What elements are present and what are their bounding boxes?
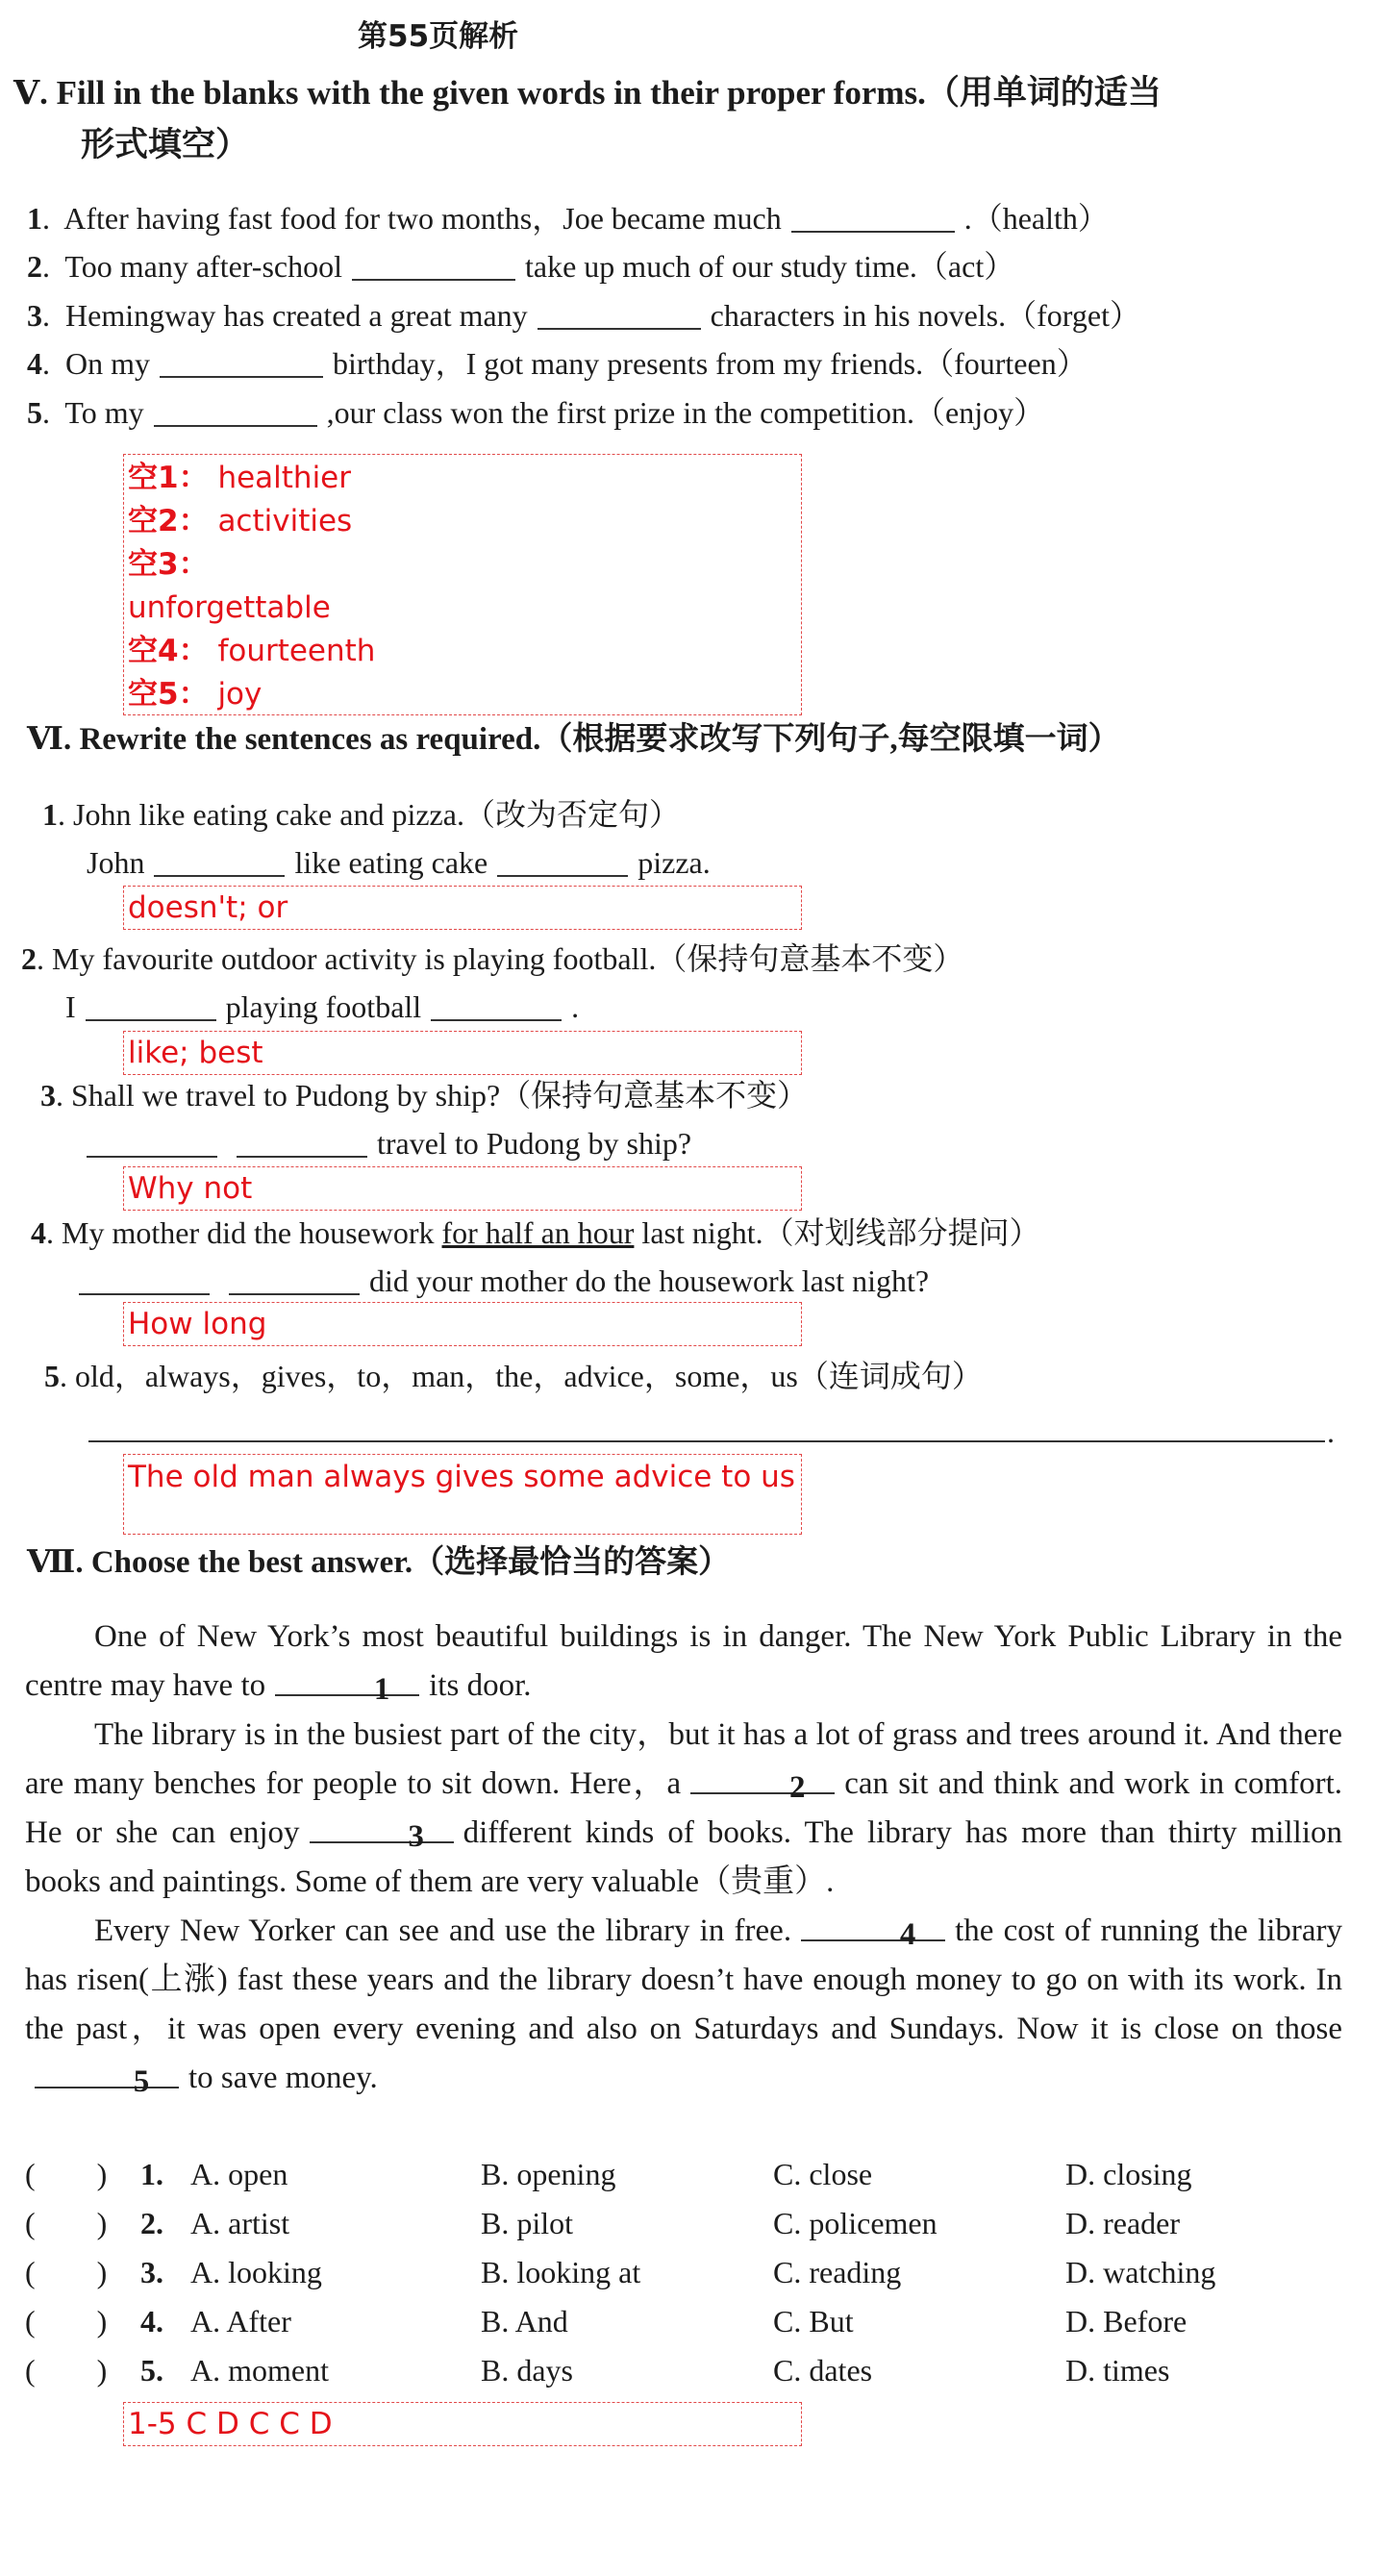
answer-paren[interactable]: ( )	[25, 2353, 108, 2388]
answer-blank[interactable]	[229, 1264, 360, 1295]
section6-answer-5: The old man always gives some advice to us	[123, 1454, 802, 1535]
section6-question-2: 2. My favourite outdoor activity is playing football.（保持句意基本不变）	[21, 941, 964, 976]
section6-answer-4: How long	[123, 1302, 802, 1346]
answer-blank[interactable]	[79, 1264, 210, 1295]
section7-heading: Ⅶ. Choose the best answer.（选择最恰当的答案）	[27, 1545, 731, 1580]
answer-blank[interactable]	[352, 250, 515, 281]
answer-blank[interactable]	[538, 299, 701, 330]
option-c[interactable]: C. But	[773, 2304, 854, 2338]
option-d[interactable]: D. closing	[1065, 2157, 1192, 2191]
answer-blank[interactable]	[86, 990, 216, 1021]
option-b[interactable]: B. days	[481, 2353, 573, 2388]
option-a[interactable]: A. artist	[190, 2206, 290, 2240]
section5-heading	[13, 67, 1162, 172]
cloze-blank[interactable]: 4	[801, 1911, 945, 1941]
option-row: ( ) 2. A. artist B. pilot C. policemen D. reader	[25, 2199, 1352, 2248]
answer-paren[interactable]: ( )	[25, 2157, 108, 2191]
passage-paragraph-3: Every New Yorker can see and use the library in free. 4 the cost of running the library has risen(上涨) fast these years and the library doesn’t have enough money to go on with its work. In the past，it was open every evening and also on Saturdays and Sundays. Now it is close on those5 to save money.	[25, 1907, 1342, 2103]
page-title: 第55页解析	[358, 19, 519, 54]
cloze-blank[interactable]: 5	[35, 2058, 179, 2088]
answer-blank[interactable]	[497, 846, 628, 877]
option-a[interactable]: A. open	[190, 2157, 288, 2191]
option-b[interactable]: B. And	[481, 2304, 568, 2338]
option-d[interactable]: D. Before	[1065, 2304, 1188, 2338]
option-a[interactable]: A. looking	[190, 2255, 322, 2289]
section6-question-2-line2: I playing football .	[65, 989, 580, 1024]
section6-answer-2: like; best	[123, 1031, 802, 1075]
option-d[interactable]: D. watching	[1065, 2255, 1216, 2289]
option-c[interactable]: C. close	[773, 2157, 873, 2191]
option-a[interactable]: A. After	[190, 2304, 291, 2338]
answer-line-period: .	[1327, 1414, 1335, 1449]
section5-heading-line2: 形式填空）	[81, 126, 250, 164]
section5-item: 5. To my ,our class won the first prize in the competition.（enjoy）	[27, 395, 1045, 430]
answer-blank[interactable]	[237, 1127, 367, 1158]
option-a[interactable]: A. moment	[190, 2353, 329, 2388]
section5-heading-line1: Ⅴ. Fill in the blanks with the given words in their proper forms.（用单词的适当	[13, 74, 1162, 112]
section6-question-5: 5. old，always，gives，to，man，the，advice，some，us（连词成句）	[44, 1359, 983, 1393]
option-b[interactable]: B. pilot	[481, 2206, 574, 2240]
option-c[interactable]: C. dates	[773, 2353, 873, 2388]
answer-paren[interactable]: ( )	[25, 2206, 108, 2240]
section6-question-1-line2: John like eating cake pizza.	[87, 845, 711, 880]
answer-blank[interactable]	[431, 990, 562, 1021]
section5-item: 1. After having fast food for two months，Joe became much .（health）	[27, 201, 1109, 236]
section6-question-1: 1. John like eating cake and pizza.（改为否定句）	[42, 797, 680, 832]
option-d[interactable]: D. reader	[1065, 2206, 1181, 2240]
section6-question-3: 3. Shall we travel to Pudong by ship?（保持句意基本不变）	[40, 1078, 809, 1113]
answer-blank[interactable]	[87, 1127, 217, 1158]
option-c[interactable]: C. policemen	[773, 2206, 938, 2240]
option-row: ( ) 5. A. moment B. days C. dates D. times	[25, 2346, 1352, 2395]
section5-item: 3. Hemingway has created a great many characters in his novels.（forget）	[27, 298, 1140, 333]
option-row: ( ) 1. A. open B. opening C. close D. closing	[25, 2150, 1352, 2199]
answer-paren[interactable]: ( )	[25, 2255, 108, 2289]
answer-line[interactable]	[88, 1440, 1325, 1442]
section7-answer: 1-5 C D C C D	[123, 2402, 802, 2446]
option-c[interactable]: C. reading	[773, 2255, 902, 2289]
options-list	[25, 2150, 1352, 2395]
answer-blank[interactable]	[791, 202, 955, 233]
passage-paragraph-2: The library is in the busiest part of the city，but it has a lot of grass and trees around it. And there are many benches for people to sit down. Here，a 2 can sit and think and work in comfort. He or she can enjoy 3 different kinds of books. The library has more than thirty million books and paintings. Some of them are very valuable（贵重）.	[25, 1717, 1343, 1899]
section6-question-4: 4. My mother did the housework for half an hour last night.（对划线部分提问）	[31, 1215, 1040, 1250]
answer-blank[interactable]	[160, 347, 323, 378]
option-b[interactable]: B. looking at	[481, 2255, 641, 2289]
section5-answer-box: 空1： healthier 空2： activities 空3： unforgettable 空4： fourteenth 空5： joy	[123, 454, 802, 715]
section6-answer-1: doesn't; or	[123, 886, 802, 930]
cloze-blank[interactable]: 2	[690, 1763, 835, 1794]
answer-paren[interactable]: ( )	[25, 2304, 108, 2338]
option-b[interactable]: B. opening	[481, 2157, 616, 2191]
cloze-blank[interactable]: 1	[275, 1665, 419, 1696]
option-row: ( ) 4. A. After B. And C. But D. Before	[25, 2297, 1352, 2346]
section6-question-3-line2: travel to Pudong by ship?	[77, 1125, 691, 1162]
option-row: ( ) 3. A. looking B. looking at C. reading D. watching	[25, 2248, 1352, 2297]
option-d[interactable]: D. times	[1065, 2353, 1170, 2388]
underlined-phrase: for half an hour	[441, 1215, 635, 1250]
cloze-blank[interactable]: 3	[310, 1813, 454, 1843]
section5-item: 4. On my birthday，I got many presents from my friends.（fourteen）	[27, 346, 1088, 381]
passage	[25, 1613, 1342, 2103]
passage-paragraph-1: One of New York’s most beautiful buildings is in danger. The New York Public Library in the centre may have to 1 its door.	[25, 1619, 1342, 1707]
section6-question-4-line2: did your mother do the housework last night?	[69, 1263, 929, 1299]
section6-answer-3: Why not	[123, 1166, 802, 1211]
answer-blank[interactable]	[154, 396, 317, 427]
section6-heading: Ⅵ. Rewrite the sentences as required.（根据要求改写下列句子,每空限填一词）	[27, 722, 1120, 757]
section5-item: 2. Too many after-school take up much of our study time.（act）	[27, 249, 1015, 284]
answer-blank[interactable]	[154, 846, 285, 877]
